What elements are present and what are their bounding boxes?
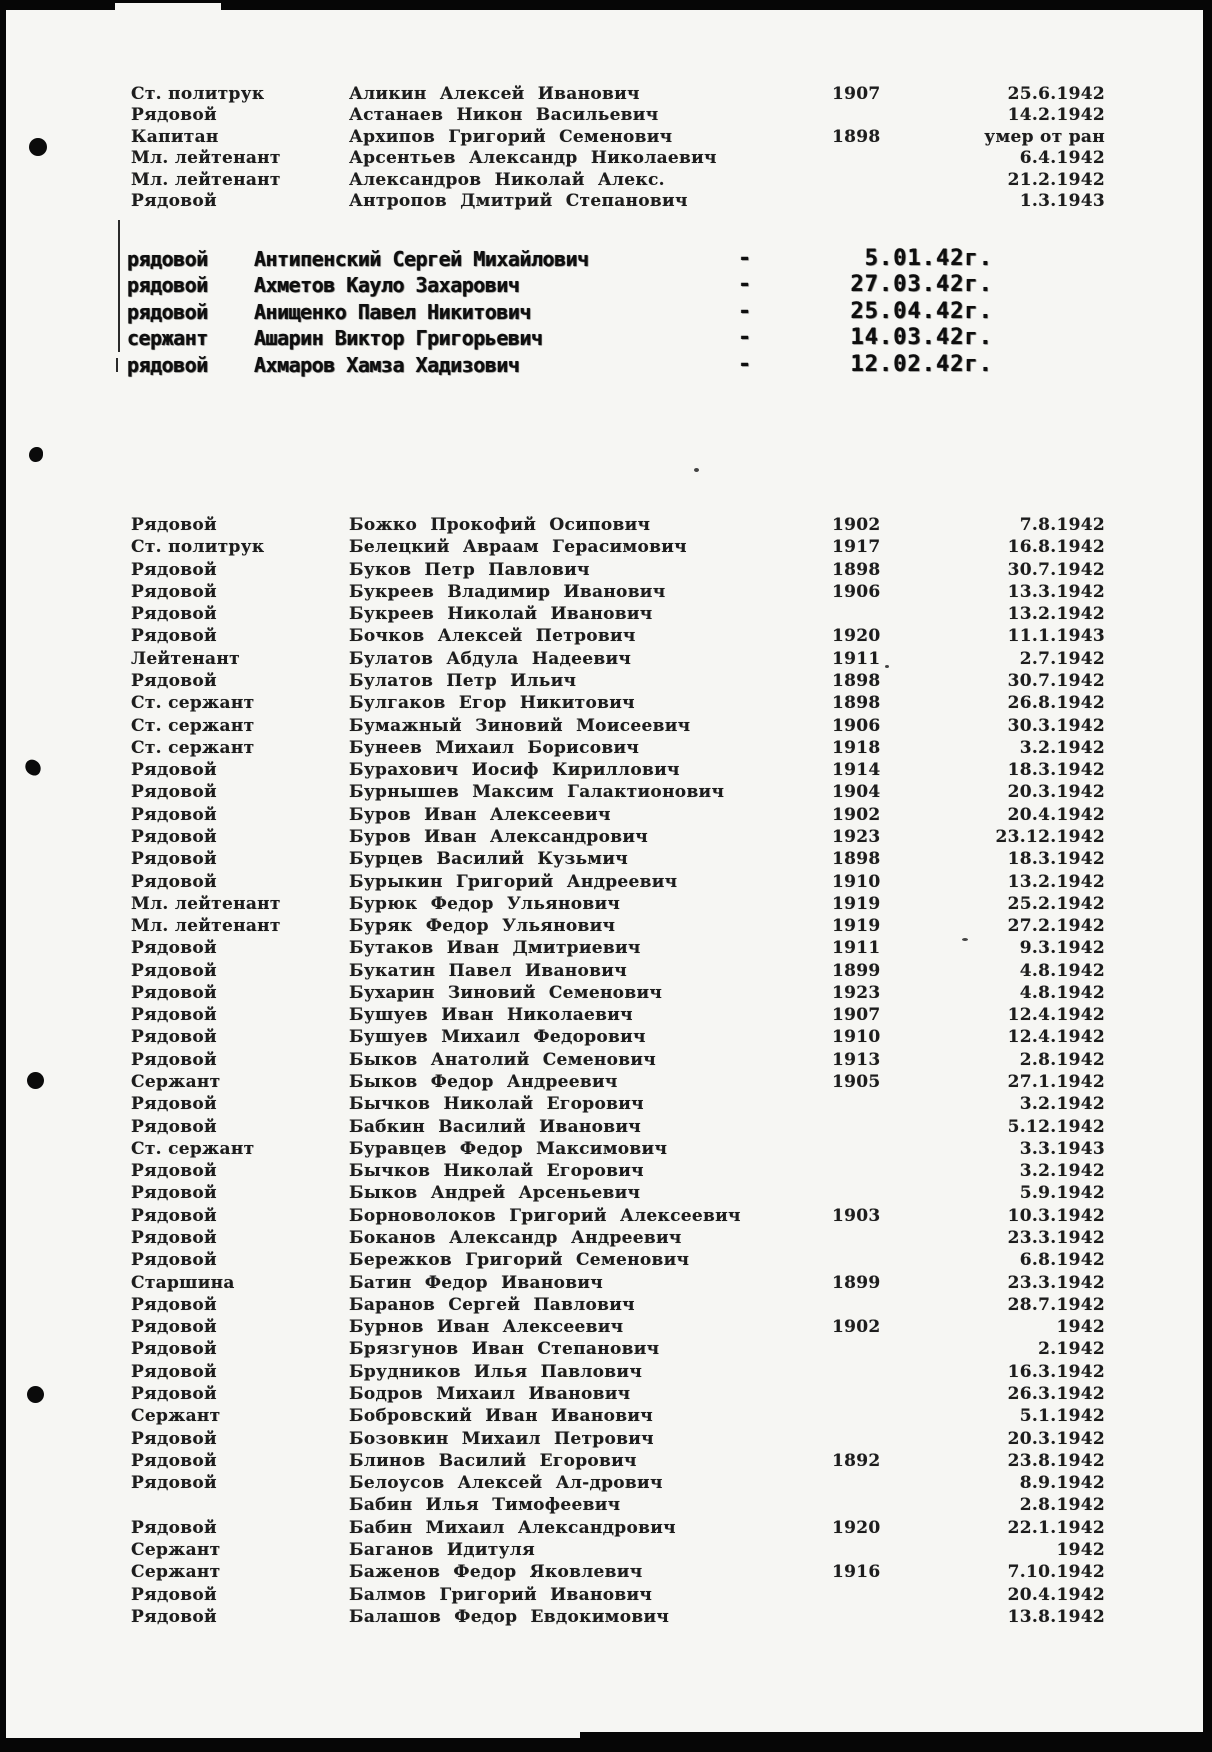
rank-cell: Рядовой — [131, 515, 217, 535]
rank-cell: Рядовой — [131, 1161, 217, 1182]
name-cell: Бушуев Иван Николаевич — [349, 1005, 633, 1026]
date-cell: 7.8.1942 — [1019, 515, 1105, 535]
name-cell: Балашов Федор Евдокимович — [349, 1606, 670, 1627]
date-cell: 12.02.42г. — [850, 351, 993, 377]
table-row — [0, 1338, 1212, 1360]
name-cell: Букатин Павел Иванович — [349, 960, 627, 981]
scan-border-notch — [115, 3, 221, 10]
year-cell: 1910 — [832, 1027, 881, 1048]
name-cell: Быков Андрей Арсеньевич — [349, 1183, 641, 1204]
rank-cell: Рядовой — [131, 581, 217, 602]
table-row — [0, 1160, 1212, 1182]
table-row — [0, 1071, 1212, 1093]
date-cell: 27.2.1942 — [1007, 916, 1105, 937]
date-cell: 28.7.1942 — [1007, 1294, 1105, 1315]
table-row — [0, 581, 1212, 603]
year-cell: 1920 — [832, 1517, 881, 1538]
rank-cell: Рядовой — [131, 760, 217, 781]
date-cell: 25.6.1942 — [1007, 84, 1105, 104]
rank-cell: Лейтенант — [131, 648, 240, 669]
table-row — [0, 1249, 1212, 1271]
rank-cell: Рядовой — [131, 1205, 217, 1226]
name-cell: Баранов Сергей Павлович — [349, 1294, 635, 1315]
rank-cell: Рядовой — [131, 1005, 217, 1026]
date-cell: 25.2.1942 — [1007, 893, 1105, 914]
year-cell: 1904 — [832, 782, 881, 803]
name-cell: Астанаев Никон Васильевич — [349, 105, 659, 126]
year-cell: 1923 — [832, 982, 881, 1003]
rank-cell: Рядовой — [131, 804, 217, 825]
rank-cell: Сержант — [131, 1562, 221, 1583]
name-cell: Бобровский Иван Иванович — [349, 1406, 653, 1427]
date-cell: 3.2.1942 — [1019, 1094, 1105, 1115]
scan-border-bottom — [0, 1738, 1212, 1752]
date-cell: 23.3.1942 — [1007, 1272, 1105, 1293]
name-cell: Бурахович Иосиф Кириллович — [349, 760, 680, 781]
year-cell: 1905 — [832, 1072, 881, 1093]
name-cell: Бурцев Василий Кузьмич — [349, 849, 629, 870]
name-cell: Бычков Николай Егорович — [349, 1161, 644, 1182]
rank-cell: Рядовой — [131, 1049, 217, 1070]
rank-cell: Рядовой — [131, 190, 217, 211]
name-cell: Баганов Идитуля — [349, 1539, 535, 1560]
date-cell: 20.4.1942 — [1007, 1584, 1105, 1605]
rank-cell: Рядовой — [131, 604, 217, 625]
year-cell: 1902 — [832, 515, 881, 535]
date-cell: умер от ран — [984, 126, 1105, 147]
date-cell: 26.8.1942 — [1007, 693, 1105, 714]
main-typeset-list — [0, 514, 1212, 1628]
table-row — [0, 191, 1212, 212]
year-cell: 1898 — [832, 849, 881, 870]
name-cell: Бурнов Иван Алексеевич — [349, 1317, 624, 1338]
name-cell: Бочков Алексей Петрович — [349, 626, 636, 647]
rank-cell: Ст. политрук — [131, 537, 265, 558]
table-row — [0, 670, 1212, 692]
table-row — [0, 246, 1212, 272]
table-row — [0, 325, 1212, 351]
rank-cell: Рядовой — [131, 1317, 217, 1338]
rank-cell: рядовой — [127, 247, 208, 271]
year-cell: 1911 — [832, 648, 881, 669]
date-cell: 4.8.1942 — [1019, 960, 1105, 981]
table-row — [0, 352, 1212, 378]
table-row — [0, 148, 1212, 169]
date-cell: 6.4.1942 — [1019, 148, 1105, 169]
name-cell: Бурнышев Максим Галактионович — [349, 782, 725, 803]
rank-cell: рядовой — [127, 273, 208, 298]
date-cell: 12.4.1942 — [1007, 1005, 1105, 1026]
name-cell: Боканов Александр Андреевич — [349, 1228, 682, 1248]
rank-cell: Рядовой — [131, 871, 217, 892]
name-cell: Буряк Федор Ульянович — [349, 916, 616, 937]
table-row — [0, 1205, 1212, 1227]
year-cell: 1902 — [832, 804, 881, 825]
name-cell: Бабин Илья Тимофеевич — [349, 1495, 621, 1516]
name-cell: Быков Федор Андреевич — [349, 1072, 618, 1093]
table-row — [0, 1606, 1212, 1628]
hole-punch-dot — [29, 447, 43, 462]
date-cell: 25.04.42г. — [850, 298, 993, 324]
year-cell: 1911 — [832, 938, 881, 959]
year-cell: 1910 — [832, 871, 881, 892]
table-row — [0, 1539, 1212, 1561]
year-cell: 1919 — [832, 893, 881, 914]
date-cell: 14.2.1942 — [1007, 105, 1105, 126]
rank-cell: Капитан — [131, 126, 219, 147]
rank-cell: Рядовой — [131, 1094, 217, 1115]
date-cell: 5.9.1942 — [1019, 1183, 1105, 1204]
year-cell: 1923 — [832, 826, 881, 847]
dash-cell: - — [738, 246, 751, 271]
year-cell: 1899 — [832, 1272, 881, 1293]
rank-cell: Сержант — [131, 1406, 221, 1427]
table-row — [0, 603, 1212, 625]
rank-cell: Рядовой — [131, 1517, 217, 1538]
year-cell: 1906 — [832, 715, 881, 736]
table-row — [0, 1428, 1212, 1450]
name-cell: Александров Николай Алекс. — [349, 169, 665, 190]
table-row — [0, 848, 1212, 870]
date-cell: 5.1.1942 — [1019, 1406, 1105, 1427]
rank-cell: Рядовой — [131, 1116, 217, 1137]
rank-cell: Рядовой — [131, 1450, 217, 1471]
date-cell: 18.3.1942 — [1007, 760, 1105, 781]
table-row — [0, 781, 1212, 803]
table-row — [0, 826, 1212, 848]
table-row — [0, 1405, 1212, 1427]
table-row — [0, 1450, 1212, 1472]
rank-cell: Рядовой — [131, 670, 217, 691]
year-cell: 1892 — [832, 1450, 881, 1471]
date-cell: 27.1.1942 — [1007, 1072, 1105, 1093]
rank-cell: Ст. сержант — [131, 715, 255, 736]
date-cell: 18.3.1942 — [1007, 849, 1105, 870]
table-row — [0, 1116, 1212, 1138]
rank-cell: Рядовой — [131, 982, 217, 1003]
name-cell: Бушуев Михаил Федорович — [349, 1027, 646, 1048]
rank-cell: Рядовой — [131, 849, 217, 870]
date-cell: 13.8.1942 — [1007, 1606, 1105, 1627]
rank-cell: Рядовой — [131, 626, 217, 647]
table-row — [0, 1517, 1212, 1539]
table-row — [0, 982, 1212, 1004]
year-cell: 1907 — [832, 84, 881, 104]
date-cell: 26.3.1942 — [1007, 1383, 1105, 1404]
table-row — [0, 1182, 1212, 1204]
year-cell: 1918 — [832, 737, 881, 758]
rank-cell: Старшина — [131, 1272, 235, 1293]
rank-cell: Мл. лейтенант — [131, 893, 281, 914]
rank-cell: Ст. сержант — [131, 693, 255, 714]
table-row — [0, 559, 1212, 581]
name-cell: Балмов Григорий Иванович — [349, 1584, 653, 1605]
date-cell: 8.9.1942 — [1019, 1473, 1105, 1494]
table-row — [0, 737, 1212, 759]
table-row — [0, 1316, 1212, 1338]
table-row — [0, 127, 1212, 148]
scan-speck — [694, 468, 699, 472]
name-cell: Ахметов Кауло Захарович — [254, 273, 520, 298]
table-row — [0, 625, 1212, 647]
name-cell: Булатов Петр Ильич — [349, 670, 577, 691]
date-cell: 5.12.1942 — [1007, 1116, 1105, 1137]
rank-cell: Рядовой — [131, 1361, 217, 1382]
year-cell: 1919 — [832, 916, 881, 937]
table-row — [0, 1472, 1212, 1494]
rank-cell: Рядовой — [131, 1250, 217, 1271]
rank-cell: Рядовой — [131, 960, 217, 981]
table-row — [0, 105, 1212, 126]
name-cell: Анищенко Павел Никитович — [254, 299, 531, 324]
name-cell: Буров Иван Алексеевич — [349, 804, 611, 825]
table-row — [0, 804, 1212, 826]
year-cell: 1914 — [832, 760, 881, 781]
date-cell: 3.3.1943 — [1019, 1138, 1105, 1159]
table-row — [0, 648, 1212, 670]
rank-cell: Рядовой — [131, 1428, 217, 1449]
rank-cell: рядовой — [127, 299, 208, 324]
name-cell: Ахмаров Хамза Хадизович — [254, 352, 520, 377]
date-cell: 2.8.1942 — [1019, 1049, 1105, 1070]
table-row — [0, 1561, 1212, 1583]
table-row — [0, 272, 1212, 298]
name-cell: Батин Федор Иванович — [349, 1272, 603, 1293]
name-cell: Белецкий Авраам Герасимович — [349, 537, 687, 558]
table-row — [0, 1584, 1212, 1606]
table-row — [0, 1272, 1212, 1294]
table-row — [0, 715, 1212, 737]
year-cell: 1920 — [832, 626, 881, 647]
date-cell: 2.1942 — [1038, 1339, 1105, 1360]
rank-cell: Рядовой — [131, 1027, 217, 1048]
year-cell: 1898 — [832, 693, 881, 714]
name-cell: Бычков Николай Егорович — [349, 1094, 644, 1115]
name-cell: Быков Анатолий Семенович — [349, 1049, 656, 1070]
year-cell: 1898 — [832, 126, 881, 147]
name-cell: Бумажный Зиновий Моисеевич — [349, 715, 691, 736]
name-cell: Буров Иван Александрович — [349, 826, 648, 847]
date-cell: 30.7.1942 — [1007, 670, 1105, 691]
year-cell: 1907 — [832, 1005, 881, 1026]
name-cell: Архипов Григорий Семенович — [349, 126, 673, 147]
name-cell: Бурюк Федор Ульянович — [349, 893, 621, 914]
rank-cell: сержант — [127, 326, 208, 351]
date-cell: 12.4.1942 — [1007, 1027, 1105, 1048]
table-row — [0, 871, 1212, 893]
name-cell: Борноволоков Григорий Алексеевич — [349, 1205, 741, 1226]
dash-cell: - — [738, 325, 751, 351]
date-cell: 3.2.1942 — [1019, 1161, 1105, 1182]
rank-cell: Рядовой — [131, 1383, 217, 1404]
rank-cell: Ст. сержант — [131, 737, 255, 758]
rank-cell: Рядовой — [131, 1584, 217, 1605]
year-cell: 1906 — [832, 581, 881, 602]
name-cell: Бабин Михаил Александрович — [349, 1517, 676, 1538]
date-cell: 4.8.1942 — [1019, 982, 1105, 1003]
date-cell: 1.3.1943 — [1019, 190, 1105, 211]
name-cell: Букреев Николай Иванович — [349, 604, 653, 625]
rank-cell: Мл. лейтенант — [131, 916, 281, 937]
date-cell: 7.10.1942 — [1007, 1562, 1105, 1583]
date-cell: 13.2.1942 — [1007, 871, 1105, 892]
scan-border-top — [0, 0, 1212, 10]
table-row — [0, 299, 1212, 325]
name-cell: Арсентьев Александр Николаевич — [349, 148, 717, 169]
date-cell: 10.3.1942 — [1007, 1205, 1105, 1226]
table-row — [0, 1138, 1212, 1160]
date-cell: 6.8.1942 — [1019, 1250, 1105, 1271]
rank-cell: Рядовой — [131, 782, 217, 803]
table-row — [0, 937, 1212, 959]
date-cell: 30.7.1942 — [1007, 559, 1105, 580]
date-cell: 9.3.1942 — [1019, 938, 1105, 959]
name-cell: Божко Прокофий Осипович — [349, 515, 651, 535]
table-row — [0, 1227, 1212, 1249]
table-row — [0, 692, 1212, 714]
year-cell: 1899 — [832, 960, 881, 981]
name-cell: Блинов Василий Егорович — [349, 1450, 637, 1471]
dash-cell: - — [738, 298, 751, 324]
name-cell: Бабкин Василий Иванович — [349, 1116, 642, 1137]
table-row — [0, 1049, 1212, 1071]
rank-cell: Ст. политрук — [131, 84, 265, 104]
rank-cell: Рядовой — [131, 559, 217, 580]
date-cell: 20.4.1942 — [1007, 804, 1105, 825]
rank-cell: Рядовой — [131, 938, 217, 959]
date-cell: 27.03.42г. — [850, 272, 993, 298]
table-row — [0, 1361, 1212, 1383]
date-cell: 5.01.42г. — [864, 246, 993, 271]
name-cell: Брязгунов Иван Степанович — [349, 1339, 660, 1360]
year-cell: 1898 — [832, 670, 881, 691]
rank-cell: Мл. лейтенант — [131, 148, 281, 169]
date-cell: 16.8.1942 — [1007, 537, 1105, 558]
year-cell: 1902 — [832, 1317, 881, 1338]
date-cell: 13.2.1942 — [1007, 604, 1105, 625]
date-cell: 1942 — [1056, 1539, 1105, 1560]
date-cell: 20.3.1942 — [1007, 782, 1105, 803]
rank-cell: Сержант — [131, 1539, 221, 1560]
date-cell: 30.3.1942 — [1007, 715, 1105, 736]
name-cell: Булгаков Егор Никитович — [349, 693, 635, 714]
date-cell: 2.7.1942 — [1019, 648, 1105, 669]
rank-cell: Рядовой — [131, 105, 217, 126]
table-row — [0, 893, 1212, 915]
table-row — [0, 915, 1212, 937]
dash-cell: - — [738, 272, 751, 298]
table-row — [0, 1004, 1212, 1026]
date-cell: 23.8.1942 — [1007, 1450, 1105, 1471]
name-cell: Бурыкин Григорий Андреевич — [349, 871, 678, 892]
date-cell: 3.2.1942 — [1019, 737, 1105, 758]
name-cell: Бозовкин Михаил Петрович — [349, 1428, 654, 1449]
name-cell: Бунеев Михаил Борисович — [349, 737, 640, 758]
name-cell: Аликин Алексей Иванович — [349, 84, 640, 104]
top-typeset-list — [0, 84, 1212, 212]
table-row — [0, 1494, 1212, 1516]
rank-cell: Рядовой — [131, 1294, 217, 1315]
year-cell: 1903 — [832, 1205, 881, 1226]
name-cell: Бережков Григорий Семенович — [349, 1250, 690, 1271]
rank-cell: Сержант — [131, 1072, 221, 1093]
date-cell: 2.8.1942 — [1019, 1495, 1105, 1516]
table-row — [0, 170, 1212, 191]
name-cell: Баженов Федор Яковлевич — [349, 1562, 643, 1583]
name-cell: Бутаков Иван Дмитриевич — [349, 938, 641, 959]
rank-cell: Рядовой — [131, 1473, 217, 1494]
name-cell: Ашарин Виктор Григорьевич — [254, 326, 543, 351]
table-row — [0, 759, 1212, 781]
table-row — [0, 1383, 1212, 1405]
rank-cell: Рядовой — [131, 1339, 217, 1360]
name-cell: Брудников Илья Павлович — [349, 1361, 643, 1382]
table-row — [0, 536, 1212, 558]
name-cell: Белоусов Алексей Ал-дрович — [349, 1473, 663, 1494]
year-cell: 1917 — [832, 537, 881, 558]
year-cell: 1898 — [832, 559, 881, 580]
name-cell: Буравцев Федор Максимович — [349, 1138, 668, 1159]
date-cell: 20.3.1942 — [1007, 1428, 1105, 1449]
table-row — [0, 960, 1212, 982]
name-cell: Бухарин Зиновий Семенович — [349, 982, 663, 1003]
name-cell: Буков Петр Павлович — [349, 559, 590, 580]
rank-cell: Рядовой — [131, 1183, 217, 1204]
rank-cell: Рядовой — [131, 1228, 217, 1248]
rank-cell: Мл. лейтенант — [131, 169, 281, 190]
rank-cell: Ст. сержант — [131, 1138, 255, 1159]
date-cell: 23.3.1942 — [1007, 1228, 1105, 1248]
name-cell: Булатов Абдула Надеевич — [349, 648, 632, 669]
name-cell: Букреев Владимир Иванович — [349, 581, 666, 602]
name-cell: Антипенский Сергей Михайлович — [254, 247, 589, 271]
name-cell: Антропов Дмитрий Степанович — [349, 190, 688, 211]
rank-cell: Рядовой — [131, 826, 217, 847]
date-cell: 16.3.1942 — [1007, 1361, 1105, 1382]
date-cell: 1942 — [1056, 1317, 1105, 1338]
date-cell: 23.12.1942 — [995, 826, 1105, 847]
year-cell: 1913 — [832, 1049, 881, 1070]
date-cell: 13.3.1942 — [1007, 581, 1105, 602]
name-cell: Бодров Михаил Иванович — [349, 1383, 631, 1404]
rank-cell: рядовой — [127, 352, 208, 377]
typewritten-list — [0, 246, 1212, 378]
table-row — [0, 1093, 1212, 1115]
year-cell: 1916 — [832, 1562, 881, 1583]
table-row — [0, 84, 1212, 105]
date-cell: 21.2.1942 — [1007, 169, 1105, 190]
dash-cell: - — [738, 351, 751, 377]
date-cell: 22.1.1942 — [1007, 1517, 1105, 1538]
table-row — [0, 1026, 1212, 1048]
table-row — [0, 514, 1212, 536]
table-row — [0, 1294, 1212, 1316]
rank-cell: Рядовой — [131, 1606, 217, 1627]
date-cell: 14.03.42г. — [850, 325, 993, 351]
date-cell: 11.1.1943 — [1007, 626, 1105, 647]
